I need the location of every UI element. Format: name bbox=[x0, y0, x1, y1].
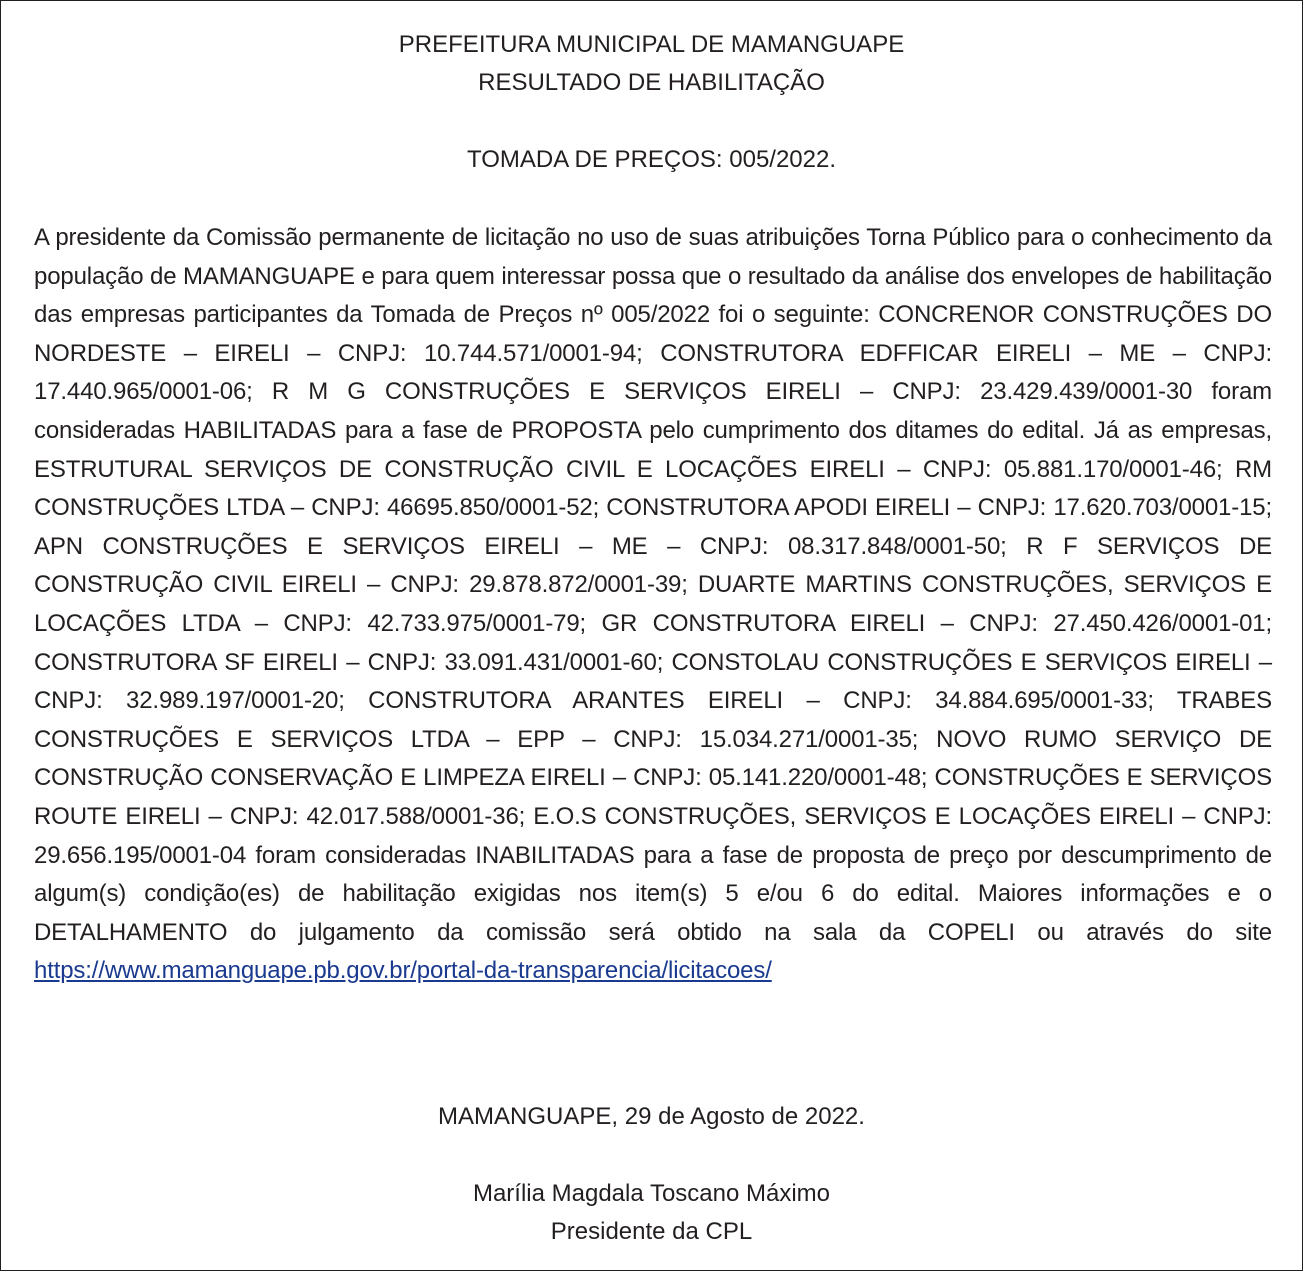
process-number: TOMADA DE PREÇOS: 005/2022. bbox=[466, 146, 837, 173]
notice-body bbox=[34, 219, 1272, 991]
place-date: MAMANGUAPE, 29 de Agosto de 2022. bbox=[438, 1103, 865, 1130]
signer-role: Presidente da CPL bbox=[550, 1218, 753, 1245]
notice-body-text: A presidente da Comissão permanente de licitação no uso de suas atribuições Torna Público para o conhecimento da população de MAMANGUAPE e para quem interessar possa que o resultado da análise dos envelopes de habilitação das empresas participantes da Tomada de Preços nº 005/2022 foi o seguinte: CONCRENOR CONSTRUÇÕES DO NORDESTE – EIRELI – CNPJ: 10.744.571/0001-94; CONSTRUTORA EDFFICAR EIRELI – ME – CNPJ: 17.440.965/0001-06; R M G CONSTRUÇÕES E SERVIÇOS EIRELI – CNPJ: 23.429.439/0001-30 foram consideradas HABILITADAS para a fase de PROPOSTA pelo cumprimento dos ditames do edital. Já as empresas, ESTRUTURAL SERVIÇOS DE CONSTRUÇÃO CIVIL E LOCAÇÕES EIRELI – CNPJ: 05.881.170/0001-46; RM CONSTRUÇÕES LTDA – CNPJ: 46695.850/0001-52; CONSTRUTORA APODI EIRELI – CNPJ: 17.620.703/0001-15; APN CONSTRUÇÕES E SERVIÇOS EIRELI – ME – CNPJ: 08.317.848/0001-50; R F SERVIÇOS DE CONSTRUÇÃO CIVIL EIRELI – CNPJ: 29.878.872/0001-39; DUARTE MARTINS CONSTRUÇÕES, SERVIÇOS E LOCAÇÕES LTDA – CNPJ: 42.733.975/0001-79; GR CONSTRUTORA EIRELI – CNPJ: 27.450.426/0001-01; CONSTRUTORA SF EIRELI – CNPJ: 33.091.431/0001-60; CONSTOLAU CONSTRUÇÕES E SERVIÇOS EIRELI – CNPJ: 32.989.197/0001-20; CONSTRUTORA ARANTES EIRELI – CNPJ: 34.884.695/0001-33; TRABES CONSTRUÇÕES E SERVIÇOS LTDA – EPP – CNPJ: 15.034.271/0001-35; NOVO RUMO SERVIÇO DE CONSTRUÇÃO CONSERVAÇÃO E LIMPEZA EIRELI – CNPJ: 05.141.220/0001-48; CONSTRUÇÕES E SERVIÇOS ROUTE EIRELI – CNPJ: 42.017.588/0001-36; E.O.S CONSTRUÇÕES, SERVIÇOS E LOCAÇÕES EIRELI – CNPJ: 29.656.195/0001-04 foram consideradas INABILITADAS para a fase de proposta de preço por descumprimento de algum(s) condição(es) de habilitação exigidas nos item(s) 5 e/ou 6 do edital. Maiores informações e o DETALHAMENTO do julgamento da comissão será obtido na sala da COPELI ou através do site bbox=[34, 224, 1272, 946]
transparency-portal-link[interactable]: https://www.mamanguape.pb.gov.br/portal-da-transparencia/licitacoes/ bbox=[34, 957, 772, 985]
authority-heading: PREFEITURA MUNICIPAL DE MAMANGUAPE bbox=[398, 31, 905, 58]
notice-title: RESULTADO DE HABILITAÇÃO bbox=[478, 69, 825, 96]
signer-name: Marília Magdala Toscano Máximo bbox=[472, 1180, 831, 1207]
